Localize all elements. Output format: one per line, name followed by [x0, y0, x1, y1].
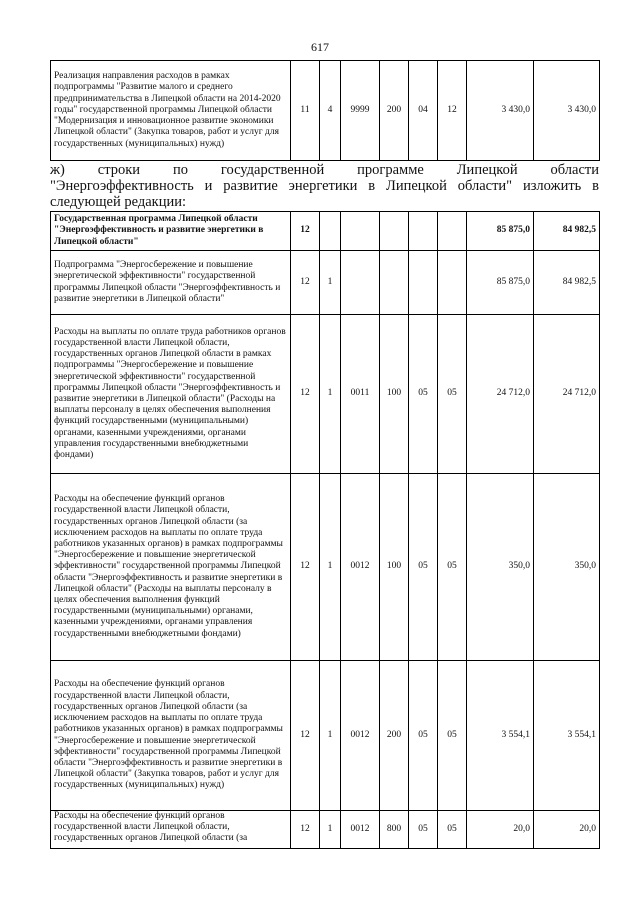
- cell-value-2: 3 554,1: [534, 661, 600, 811]
- cell-col3: 0012: [341, 474, 380, 661]
- cell-col3: [341, 212, 380, 251]
- row-name: Реализация направления расходов в рамках подпрограммы "Развитие малого и среднего предпринимательства в Липецкой области на 2014-2020 годы" государственной программы Липецкой области "Модернизация и инновационное развитие экономики Липецкой области" (Закупка товаров, работ и услуг для государственных (муниципальных) нужд): [51, 61, 291, 161]
- row-name: Расходы на обеспечение функций органов государственной власти Липецкой области, государственных органов Липецкой области (за исключением расходов на выплаты по оплате труда работников указанных органов) в рамках подпрограммы "Энергосбережение и повышение энергетической эффективности" государственной программы Липецкой области "Энергоэффективность и развитие энергетики в Липецкой области" (Закупка товаров, работ и услуг для государственных (муниципальных) нужд): [51, 661, 291, 811]
- cell-value-2: 3 430,0: [534, 61, 600, 161]
- table-row: [51, 661, 600, 811]
- budget-table-top: [50, 60, 600, 161]
- cell-col4: 100: [380, 315, 409, 474]
- row-name: Расходы на обеспечение функций органов государственной власти Липецкой области, государственных органов Липецкой области (за исключением расходов на выплаты по оплате труда работников указанных органов) в рамках подпрограммы "Энергосбережение и повышение энергетической эффективности" государственной программы Липецкой области "Энергоэффективность и развитие энергетики в Липецкой области" (Расходы на выплаты персоналу в целях обеспечения выполнения функций государственными (муниципальными) органами, казенными учреждениями, органами управления государственными внебюджетными фондами): [51, 474, 291, 661]
- body-line-1: ж) строки по государственной программе Липецкой области: [50, 162, 599, 178]
- cell-col2: 1: [320, 315, 341, 474]
- cell-value-2: 20,0: [534, 811, 600, 849]
- cell-col3: 0012: [341, 661, 380, 811]
- cell-value-1: 24 712,0: [467, 315, 534, 474]
- cell-col2: 1: [320, 251, 341, 315]
- row-name: Государственная программа Липецкой области "Энергоэффективность и развитие энергетики в Липецкой области": [51, 212, 291, 251]
- cell-col5: 05: [409, 661, 438, 811]
- cell-value-1: 85 875,0: [467, 212, 534, 251]
- cell-col1: 11: [291, 61, 320, 161]
- cell-value-2: 350,0: [534, 474, 600, 661]
- table-row: [51, 61, 600, 161]
- cell-col2: [320, 212, 341, 251]
- cell-value-2: 84 982,5: [534, 251, 600, 315]
- cell-col1: 12: [291, 661, 320, 811]
- cell-col1: 12: [291, 811, 320, 849]
- cell-col5: [409, 251, 438, 315]
- cell-col6: 05: [438, 315, 467, 474]
- cell-col6: [438, 212, 467, 251]
- table-row: [51, 315, 600, 474]
- cell-col4: 800: [380, 811, 409, 849]
- page-number: 617: [311, 40, 329, 54]
- table-row: [51, 251, 600, 315]
- cell-col6: 05: [438, 661, 467, 811]
- cell-value-1: 3 554,1: [467, 661, 534, 811]
- cell-col3: [341, 251, 380, 315]
- cell-col5: 05: [409, 474, 438, 661]
- cell-value-2: 24 712,0: [534, 315, 600, 474]
- cell-col1: 12: [291, 474, 320, 661]
- cell-col6: 12: [438, 61, 467, 161]
- cell-col3: 0012: [341, 811, 380, 849]
- cell-col2: 4: [320, 61, 341, 161]
- cell-col2: 1: [320, 474, 341, 661]
- row-name: Расходы на обеспечение функций органов государственной власти Липецкой области, государственных органов Липецкой области (за: [51, 811, 291, 849]
- cell-col5: 05: [409, 315, 438, 474]
- cell-col4: 100: [380, 474, 409, 661]
- body-line-3: следующей редакции:: [50, 194, 187, 210]
- table-row: [51, 212, 600, 251]
- cell-col6: 05: [438, 811, 467, 849]
- cell-col5: [409, 212, 438, 251]
- body-paragraph: [50, 162, 599, 210]
- row-name: Подпрограмма "Энергосбережение и повышение энергетической эффективности" государственной программы Липецкой области "Энергоэффективность и развитие энергетики в Липецкой области": [51, 251, 291, 315]
- cell-value-2: 84 982,5: [534, 212, 600, 251]
- body-line-2: "Энергоэффективность и развитие энергетики в Липецкой области" изложить в: [50, 178, 599, 194]
- cell-col1: 12: [291, 212, 320, 251]
- cell-value-1: 85 875,0: [467, 251, 534, 315]
- cell-col5: 05: [409, 811, 438, 849]
- cell-col2: 1: [320, 661, 341, 811]
- cell-col4: 200: [380, 661, 409, 811]
- cell-col5: 04: [409, 61, 438, 161]
- cell-col1: 12: [291, 315, 320, 474]
- cell-col1: 12: [291, 251, 320, 315]
- cell-value-1: 350,0: [467, 474, 534, 661]
- budget-table-main: [50, 211, 600, 849]
- cell-value-1: 3 430,0: [467, 61, 534, 161]
- cell-col2: 1: [320, 811, 341, 849]
- cell-col3: 9999: [341, 61, 380, 161]
- cell-col3: 0011: [341, 315, 380, 474]
- cell-value-1: 20,0: [467, 811, 534, 849]
- table-row: [51, 474, 600, 661]
- cell-col4: [380, 251, 409, 315]
- cell-col4: 200: [380, 61, 409, 161]
- table-row: [51, 811, 600, 849]
- cell-col6: [438, 251, 467, 315]
- cell-col6: 05: [438, 474, 467, 661]
- cell-col4: [380, 212, 409, 251]
- row-name: Расходы на выплаты по оплате труда работников органов государственной власти Липецкой области, государственных органов Липецкой области в рамках подпрограммы "Энергосбережение и повышение энергетической эффективности" государственной программы Липецкой области "Энергоэффективность и развитие энергетики в Липецкой области" (Расходы на выплаты персоналу в целях обеспечения выполнения функций государственными (муниципальными) органами, казенными учреждениями, органами управления государственными внебюджетными фондами): [51, 315, 291, 474]
